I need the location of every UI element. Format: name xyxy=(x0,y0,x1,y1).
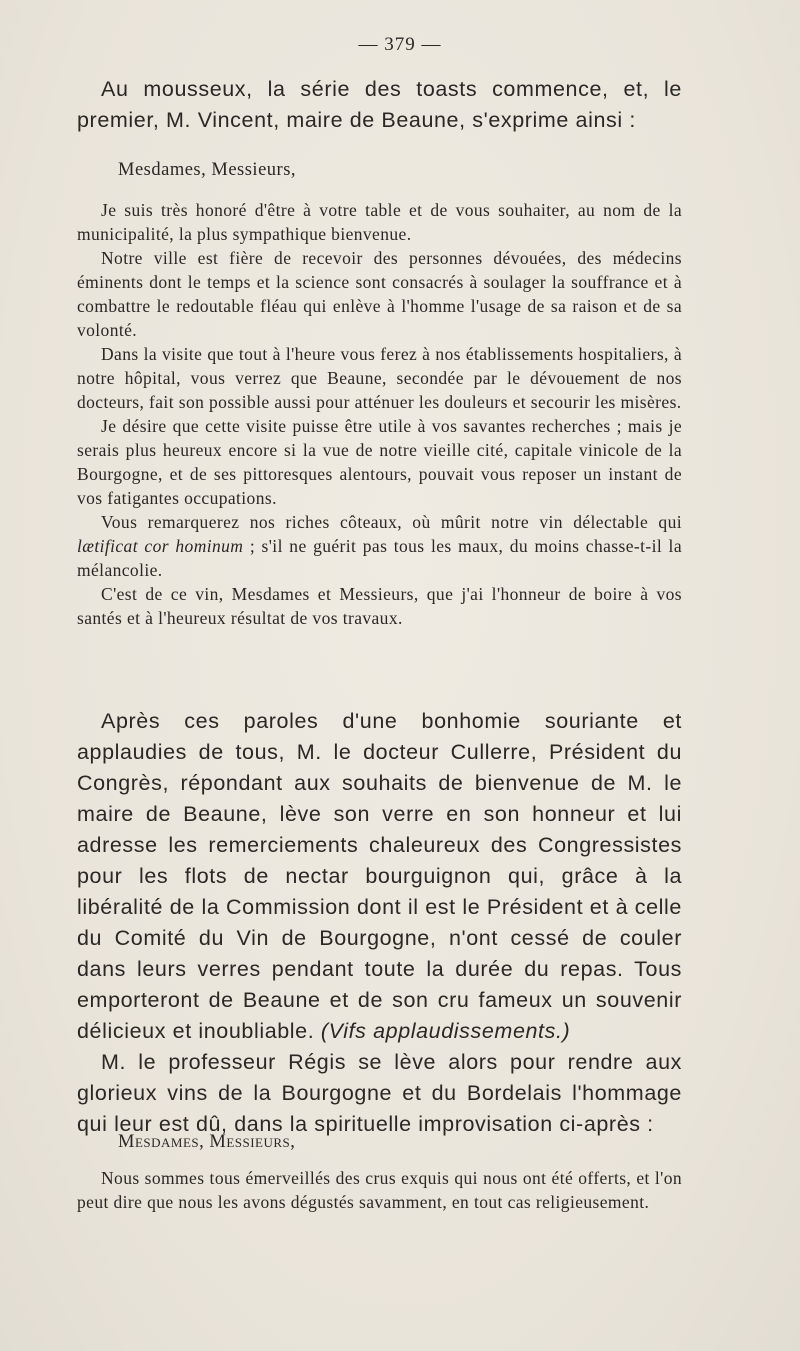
intro-text: Au mousseux, la série des toasts commence, et, le premier, M. Vincent, maire de Beaune, s'exprime ainsi : xyxy=(77,77,682,132)
page-number: — 379 — xyxy=(358,34,442,55)
narrative-paragraph-1 xyxy=(77,706,682,1047)
speech1-salutation: Mesdames, Messieurs, xyxy=(118,160,297,180)
speech1-body xyxy=(77,198,682,630)
speech1-p5-text-b: ; s'il ne guérit pas tous les maux, du moins chasse-t-il la mélancolie. xyxy=(77,536,682,580)
speech2-paragraph-1: Nous sommes tous émerveillés des crus exquis qui nous ont été offerts, et l'on peut dire que nous les avons dégustés savamment, en tout cas religieusement. xyxy=(77,1168,682,1212)
speech1-p5-text-a: Vous remarquerez nos riches côteaux, où mûrit notre vin délectable qui xyxy=(101,512,682,532)
narrative-paragraph-2: M. le professeur Régis se lève alors pour rendre aux glorieux vins de la Bourgogne et du Bordelais l'hommage qui leur est dû, dans la spirituelle improvisation ci-après : xyxy=(77,1050,682,1136)
narrative-body xyxy=(77,706,682,1140)
speech1-paragraph-1: Je suis très honoré d'être à votre table et de vous souhaiter, au nom de la municipalité, la plus sympathique bienvenue. xyxy=(77,200,682,244)
speech2-salutation: Mesdames, Messieurs, xyxy=(118,1132,296,1152)
latin-quote: lætificat cor hominum xyxy=(77,536,244,556)
applause-note: (Vifs applaudissements.) xyxy=(320,1019,571,1043)
speech2-body xyxy=(77,1166,682,1214)
speech1-paragraph-5 xyxy=(77,510,682,582)
intro-paragraph xyxy=(77,74,682,136)
speech1-paragraph-4: Je désire que cette visite puisse être utile à vos savantes recherches ; mais je serais plus heureux encore si la vue de notre vieille cité, capitale vinicole de la Bourgogne, et de ses pittoresques alentours, pouvait vous reposer un instant de vos fatigantes occupations. xyxy=(77,416,682,508)
speech1-paragraph-2: Notre ville est fière de recevoir des personnes dévouées, des médecins éminents dont le temps et la science sont consacrés à soulager la souffrance et à combattre le redoutable fléau qui enlève à l'homme l'usage de sa raison et de sa volonté. xyxy=(77,248,682,340)
speech1-paragraph-6: C'est de ce vin, Mesdames et Messieurs, que j'ai l'honneur de boire à vos santés et à l'heureux résultat de vos travaux. xyxy=(77,584,682,628)
narrative-p1-text: Après ces paroles d'une bonhomie souriante et applaudies de tous, M. le docteur Cullerre, Président du Congrès, répondant aux souhaits de bienvenue de M. le maire de Beaune, lève son verre en son honneur et lui adresse les remerciements chaleureux des Congressistes pour les flots de nectar bourguignon qui, grâce à la libéralité de la Commission dont il est le Président et à celle du Comité du Vin de Bourgogne, n'ont cessé de couler dans leurs verres pendant toute la durée du repas. Tous emporteront de Beaune et de son cru fameux un souvenir délicieux et inoubliable. xyxy=(77,709,682,1043)
speech1-paragraph-3: Dans la visite que tout à l'heure vous ferez à nos établissements hospitaliers, à notre hôpital, vous verrez que Beaune, secondée par le dévouement de nos docteurs, fait son possible aussi pour atténuer les douleurs et secourir les misères. xyxy=(77,344,682,412)
